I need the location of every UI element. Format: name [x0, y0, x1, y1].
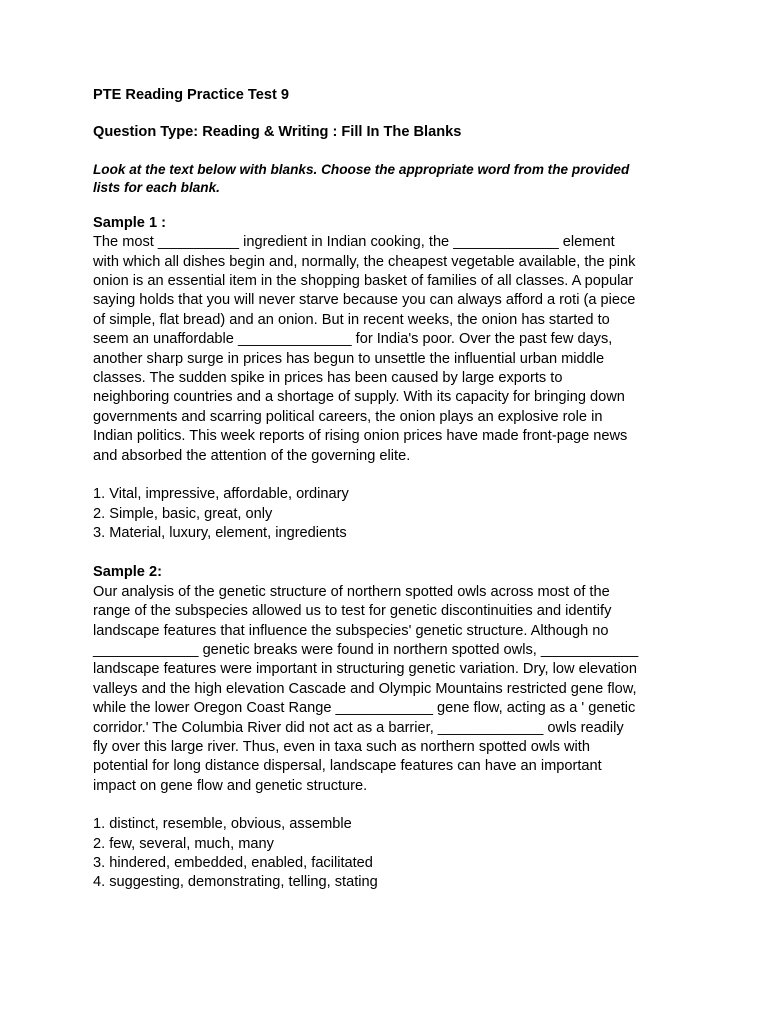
passage-line: range of the subspecies allowed us to test for genetic discontinuities and identify: [93, 603, 612, 620]
option-item: 3. Material, luxury, element, ingredients: [93, 524, 347, 541]
passage-line: and absorbed the attention of the governing elite.: [93, 447, 411, 464]
sample-1-options: [93, 485, 683, 543]
passage-line: saying holds that you will never starve because you can always afford a roti (a piece: [93, 292, 636, 309]
sample-2: [93, 563, 683, 893]
passage-line: while the lower Oregon Coast Range ____________ gene flow, acting as a ' genetic: [93, 700, 636, 717]
passage-line: another sharp surge in prices has begun to unsettle the influential urban middle: [93, 350, 605, 367]
passage-line: with which all dishes begin and, normally, the cheapest vegetable available, the pink: [93, 253, 636, 270]
passage-line: The most __________ ingredient in Indian cooking, the _____________ element: [93, 234, 615, 251]
passage-line: classes. The sudden spike in prices has been caused by large exports to: [93, 370, 563, 387]
option-item: 4. suggesting, demonstrating, telling, stating: [93, 874, 378, 891]
passage-line: impact on gene flow and genetic structure.: [93, 777, 368, 794]
passage-line: onion is an essential item in the shopping basket of families of all classes. A popular: [93, 273, 634, 290]
instructions-line: Look at the text below with blanks. Choose the appropriate word from the provided: [93, 161, 630, 177]
passage-line: corridor.' The Columbia River did not act as a barrier, _____________ owls readily: [93, 719, 624, 736]
sample-2-options: [93, 815, 683, 893]
sample-2-passage: [93, 583, 683, 796]
option-item: 2. Simple, basic, great, only: [93, 505, 273, 522]
passage-line: landscape features that influence the subspecies' genetic structure. Although no: [93, 622, 609, 639]
passage-line: Indian politics. This week reports of rising onion prices have made front-page news: [93, 428, 628, 445]
option-item: 3. hindered, embedded, enabled, facilitated: [93, 855, 373, 871]
option-item: 1. Vital, impressive, affordable, ordinary: [93, 486, 349, 503]
passage-line: seem an unaffordable ______________ for India's poor. Over the past few days,: [93, 331, 613, 348]
passage-line: landscape features were important in structuring genetic variation. Dry, low elevation: [93, 661, 638, 678]
sample-1-heading: Sample 1 :: [93, 214, 166, 231]
passage-line: valleys and the high elevation Cascade and Olympic Mountains restricted gene flow,: [93, 680, 637, 697]
option-item: 2. few, several, much, many: [93, 835, 274, 852]
passage-line: fly over this large river. Thus, even in taxa such as northern spotted owls with: [93, 738, 590, 755]
document-page: [93, 86, 683, 893]
question-type-heading: Question Type: Reading & Writing : Fill In The Blanks: [93, 124, 462, 141]
passage-line: of simple, flat bread) and an onion. But in recent weeks, the onion has started to: [93, 311, 610, 328]
instructions-line: lists for each blank.: [93, 179, 220, 195]
sample-1: [93, 214, 683, 544]
document-title: PTE Reading Practice Test 9: [93, 87, 290, 103]
sample-1-passage: [93, 233, 683, 466]
passage-line: Our analysis of the genetic structure of northern spotted owls across most of the: [93, 583, 610, 600]
option-item: 1. distinct, resemble, obvious, assemble: [93, 816, 352, 833]
instructions: [93, 161, 683, 197]
sample-2-heading: Sample 2:: [93, 564, 162, 581]
passage-line: _____________ genetic breaks were found in northern spotted owls, ____________: [93, 641, 639, 658]
passage-line: neighboring countries and a shortage of supply. With its capacity for bringing down: [93, 389, 625, 406]
passage-line: potential for long distance dispersal, landscape features can have an important: [93, 758, 602, 775]
passage-line: governments and scarring political careers, the onion plays an explosive role in: [93, 408, 603, 425]
